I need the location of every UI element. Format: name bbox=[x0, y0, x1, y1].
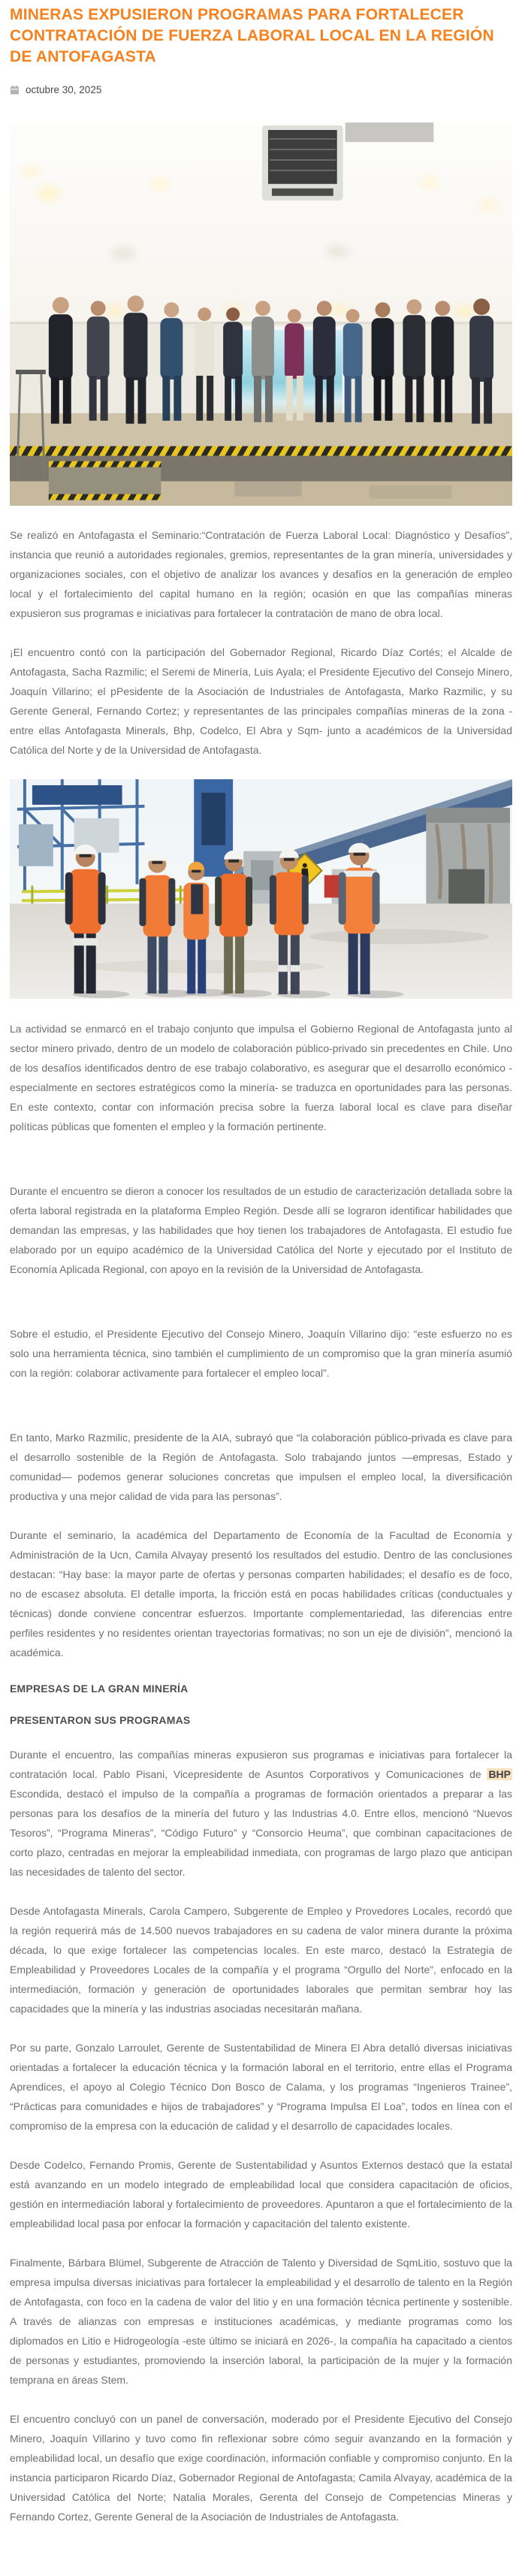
article-page bbox=[0, 5, 522, 2576]
paragraph: En tanto, Marko Razmilic, presidente de la AIA, subrayó que “la colaboración público-privada es clave para el desarrollo sostenible de la Región de Antofagasta. Solo trabajando juntos —empresas, Estado y comunidad— podemos generar soluciones concretas que impulsen el empleo local, la diversificación productiva y una mejor calidad de vida para las personas”. bbox=[10, 1431, 512, 1502]
seminar-group-photo bbox=[10, 122, 512, 506]
paragraph: Desde Antofagasta Minerals, Carola Campero, Subgerente de Empleo y Provedores Locales, recordó que la región requerirá más de 14.500 nuevos trabajadores en su cadena de valor minera durante la próxima década, lo que exige fortalecer las competencias locales. En este marco, destacó la Estrategia de Empleabilidad y Proveedores Locales de la compañía y el programa “Orgullo del Norte”, enfocado en la intermediación, formación y generación de oportunidades laborales que permitan sembrar hoy las capacidades que la minería y las industrias asociadas necesitarán mañana. bbox=[10, 1904, 512, 2015]
highlighted-term: BHP bbox=[488, 1767, 511, 1780]
publish-date-row bbox=[10, 84, 512, 95]
page-title: MINERAS EXPUSIERON PROGRAMAS PARA FORTALECER CONTRATACIÓN DE FUERZA LABORAL LOCAL EN LA REGIÓN DE ANTOFAGASTA bbox=[10, 6, 494, 65]
section-heading-line1: EMPRESAS DE LA GRAN MINERÍA bbox=[10, 1682, 189, 1695]
paragraph: Sobre el estudio, el Presidente Ejecutivo del Consejo Minero, Joaquín Villarino dijo: “este esfuerzo no es solo una herramienta técnica, sino también el cumplimiento de un compromiso que la gran minería asumió con la región: colaborar activamente para fortalecer el empleo local”. bbox=[10, 1327, 512, 1379]
paragraph: Finalmente, Bárbara Blümel, Subgerente de Atracción de Talento y Diversidad de SqmLitio, sostuvo que la empresa impulsa diversas iniciativas para fortalecer la empleabilidad y el desarrollo de talento en la Región de Antofagasta, con foco en la cadena de valor del litio y en una formación técnica pertinente y sostenible. A través de alianzas con empresas e instituciones académicas, y mediante programas como los diplomados en Litio e Hidrogeología -este último se iniciará en 2026-, la compañía ha capacitado a cientos de personas y estudiantes, promoviendo la inserción laboral, la participación de la mujer y la formación temprana en áreas Stem. bbox=[10, 2256, 512, 2386]
paragraph: Durante el seminario, la académica del Departamento de Economía de la Facultad de Economía y Administración de la Ucn, Camila Alvayay presentó los resultados del estudio. Dentro de las conclusiones destacan: “Hay base: la mayor parte de ofertas y personas comparten habilidades; el desafío es de foco, no de escasez absoluta. El detalle importa, la fricción está en pocas habilidades críticas (conductuales y técnicas) donde conviene concentrar esfuerzos. Importante complementariedad, las diferencias entre perfiles residentes y no residentes orientan trayectorias formativas; no son un eje de división”, mencionó la académica. bbox=[10, 1528, 512, 1658]
publish-date: octubre 30, 2025 bbox=[26, 84, 102, 95]
paragraph: Se realizó en Antofagasta el Seminario:“Contratación de Fuerza Laboral Local: Diagnóstico y Desafíos”, instancia que reunió a autoridades regionales, gremios, representantes de la gran minería, universidades y organizaciones sociales, con el objetivo de analizar los avances y desafíos en la generación de empleo local y el fortalecimiento del capital humano en la región; ocasión en que las compañías mineras expusieron sus programas e iniciativas para fortalecer la contratación de mano de obra local. bbox=[10, 529, 512, 620]
paragraph: Desde Codelco, Fernando Promis, Gerente de Sustentabilidad y Asuntos Externos destacó que la estatal está avanzando en un modelo integrado de empleabilidad local que considera capacitación de oficios, gestión en intermediación laboral y fortalecimiento de proveedores. Apuntaron a que el fortalecimiento de la empleabilidad local pasa por enfocar la formación y capacitación del talento existente. bbox=[10, 2158, 512, 2230]
section-heading-line2: PRESENTARON SUS PROGRAMAS bbox=[10, 1713, 191, 1726]
mine-site-workers-photo bbox=[10, 779, 512, 999]
paragraph: Por su parte, Gonzalo Larroulet, Gerente de Sustentabilidad de Minera El Abra detalló diversas iniciativas orientadas a fortalecer la educación técnica y la formación laboral en el territorio, entre ellas el Programa Aprendices, el apoyo al Colegio Técnico Don Bosco de Calama, y los programas “Ingenieros Trainee”, “Prácticas para comunidades e hijos de trabajadores” y “Programa Impulsa El Loa”, todos en línea con el compromiso de la empresa con la educación de calidad y el desarrollo de capacidades locales. bbox=[10, 2041, 512, 2132]
paragraph-with-highlight bbox=[10, 1745, 512, 1882]
paragraph: ¡El encuentro contó con la participación del Gobernador Regional, Ricardo Díaz Cortés; el Alcalde de Antofagasta, Sacha Razmilic; el Seremi de Minería, Luis Ayala; el Presidente Ejecutivo del Consejo Minero, Joaquín Villarino; el pPesidente de la Asociación de Industriales de Antofagasta, Marko Razmilic, y su Gerente General, Fernando Cortez; y representantes de las principales compañías mineras de la zona -entre ellas Antofagasta Minerals, Bhp, Codelco, El Abra y Sqm- junto a académicos de la Universidad Católica del Norte y de la Universidad de Antofagasta. bbox=[10, 646, 512, 757]
paragraph: El encuentro concluyó con un panel de conversación, moderado por el Presidente Ejecutivo del Consejo Minero, Joaquín Villarino y tuvo como fin reflexionar sobre cómo seguir avanzando en la formación y empleabilidad local, un desafío que exige coordinación, información confiable y compromiso conjunto. En la instancia participaron Ricardo Díaz, Gobernador Regional de Antofagasta; Camila Alvayay, académica de la Universidad Católica del Norte; Natalia Morales, Gerenta del Consejo de Competencias Mineras y Fernando Cortez, Gerente General de la Asociación de Industriales de Antofagasta. bbox=[10, 2412, 512, 2523]
article-body bbox=[10, 525, 512, 760]
paragraph: La actividad se enmarcó en el trabajo conjunto que impulsa el Gobierno Regional de Antofagasta junto al sector minero privado, dentro de un modelo de colaboración público-privado sin precedentes en Chile. Uno de los desafíos identificados dentro de ese trabajo colaborativo, es asegurar que el desarrollo económico -especialmente en sectores estratégicos como la minería- se traduzca en oportunidades para las personas. En este contexto, contar con información precisa sobre la fuerza laboral local es clave para diseñar políticas públicas que fomenten el empleo y la formación pertinente. bbox=[10, 1022, 512, 1132]
article-body-2 bbox=[10, 1019, 512, 2526]
paragraph-text: Durante el encuentro, las compañías mineras expusieron sus programas e iniciativas para fortalecer la contratación local. Pablo Pisani, Vicepresidente de Asuntos Corporativos y Comunicaciones de bbox=[10, 1748, 512, 1780]
paragraph-text: Escondida, destacó el impulso de la compañía a programas de formación orientados a preparar a las personas para los desafíos de la minería del futuro y las Industrias 4.0. Entre ellos, mencionó “Nuevos Tesoros”, “Programa Mineras”, “Código Futuro” y “Consorcio Heuma”, que combinan capacitaciones de corto plazo, centradas en mejorar la empleabilidad inmediata, con programas de largo plazo que anticipan las necesidades de talento del sector. bbox=[10, 1787, 512, 1878]
calendar-icon bbox=[10, 85, 20, 95]
paragraph: Durante el encuentro se dieron a conocer los resultados de un estudio de caracterización detallada sobre la oferta laboral registrada en la plataforma Empleo Región. Desde allí se lograron identificar habilidades que demandan las empresas, y las habilidades que hoy tienen los trabajadores de Antofagasta. El estudio fue elaborado por un equipo académico de la Universidad Católica del Norte y ejecutado por el Instituto de Economía Aplicada Regional, con apoyo en la revisión de la Universidad de Antofagasta. bbox=[10, 1184, 512, 1275]
